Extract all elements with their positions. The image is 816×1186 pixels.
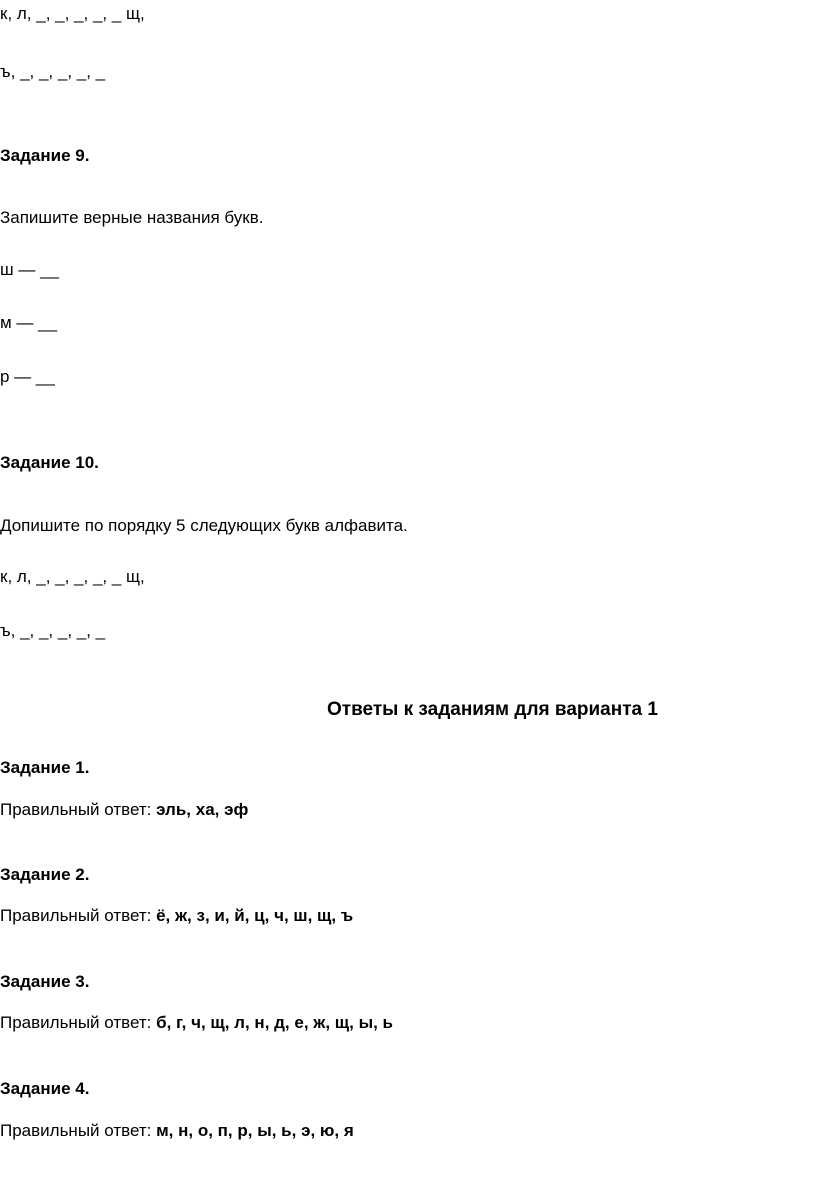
task10-instruction: Допишите по порядку 5 следующих букв алфавита.: [0, 516, 408, 535]
answer-4-line: [0, 1120, 354, 1142]
answer-1-line: [0, 799, 248, 821]
answer-3-line: [0, 1012, 393, 1034]
answer-4-prefix: Правильный ответ:: [0, 1121, 157, 1140]
answer-2-prefix: Правильный ответ:: [0, 906, 157, 925]
task10-line-2: ъ, _, _, _, _, _: [0, 621, 106, 640]
fragment-line-2: ъ, _, _, _, _, _: [0, 62, 106, 81]
answer-4-value: м, н, о, п, р, ы, ь, э, ю, я: [156, 1121, 354, 1140]
fragment-line-1: к, л, _, _, _, _, _ щ,: [0, 4, 145, 23]
answer-4-title: Задание 4.: [0, 1079, 90, 1098]
answers-heading: Ответы к заданиям для варианта 1: [327, 699, 658, 720]
task10-line-1: к, л, _, _, _, _, _ щ,: [0, 567, 145, 586]
answer-1-title: Задание 1.: [0, 758, 90, 777]
answer-3-prefix: Правильный ответ:: [0, 1013, 157, 1032]
answer-2-title: Задание 2.: [0, 865, 90, 884]
answer-2-value: ё, ж, з, и, й, ц, ч, ш, щ, ъ: [156, 906, 354, 925]
answer-2-line: [0, 905, 353, 927]
answer-1-prefix: Правильный ответ:: [0, 800, 157, 819]
task9-item-r: р — __: [0, 367, 55, 386]
task9-item-m: м — __: [0, 313, 58, 332]
task10-title: Задание 10.: [0, 453, 99, 472]
task9-title: Задание 9.: [0, 146, 90, 165]
task9-instruction: Запишите верные названия букв.: [0, 208, 264, 227]
answer-3-title: Задание 3.: [0, 972, 90, 991]
answer-3-value: б, г, ч, щ, л, н, д, е, ж, щ, ы, ь: [156, 1013, 393, 1032]
answer-1-value: эль, ха, эф: [156, 800, 249, 819]
task9-item-sh: ш — __: [0, 260, 59, 279]
